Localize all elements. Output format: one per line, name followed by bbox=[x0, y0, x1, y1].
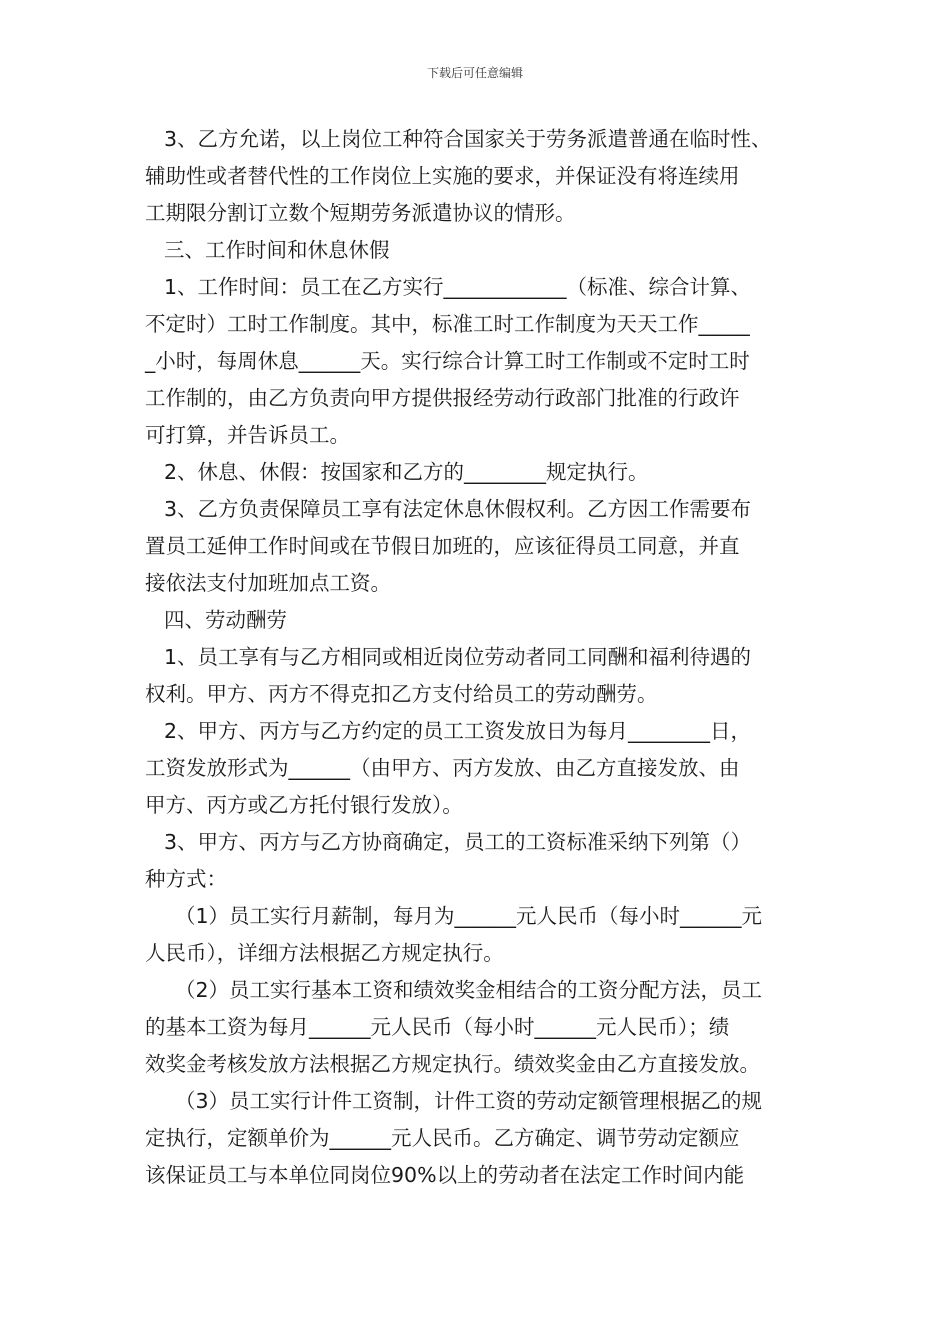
document-line: 2、休息、休假：按国家和乙方的________规定执行。 bbox=[164, 460, 649, 484]
document-line: _小时，每周休息______天。实行综合计算工时工作制或不定时工时 bbox=[145, 349, 750, 373]
document-line: 1、员工享有与乙方相同或相近岗位劳动者同工同酬和福利待遇的 bbox=[164, 645, 752, 669]
document-line: 可打算，并告诉员工。 bbox=[145, 423, 350, 447]
document-line: 3、甲方、丙方与乙方协商确定，员工的工资标准采纳下列第（） bbox=[164, 830, 752, 854]
document-line: 种方式： bbox=[145, 867, 227, 891]
document-line: 接依法支付加班加点工资。 bbox=[145, 571, 391, 595]
document-line: 甲方、丙方或乙方托付银行发放）。 bbox=[145, 793, 463, 817]
document-line: （1）员工实行月薪制，每月为______元人民币（每小时______元 bbox=[175, 904, 763, 928]
document-line: 权利。甲方、丙方不得克扣乙方支付给员工的劳动酬劳。 bbox=[145, 682, 658, 706]
document-line: 工作制的，由乙方负责向甲方提供报经劳动行政部门批准的行政许 bbox=[145, 386, 740, 410]
document-line: 人民币），详细方法根据乙方规定执行。 bbox=[145, 941, 504, 965]
document-line: （2）员工实行基本工资和绩效奖金相结合的工资分配方法，员工 bbox=[175, 978, 763, 1002]
document-line: 工资发放形式为______（由甲方、丙方发放、由乙方直接发放、由 bbox=[145, 756, 740, 780]
page-header: 下载后可任意编辑 bbox=[426, 66, 523, 80]
document-line: 定执行，定额单价为______元人民币。乙方确定、调节劳动定额应 bbox=[145, 1126, 740, 1150]
document-line: 该保证员工与本单位同岗位90%以上的劳动者在法定工作时间内能 bbox=[145, 1163, 745, 1187]
document-line: 工期限分割订立数个短期劳务派遣协议的情形。 bbox=[145, 201, 576, 225]
document-body bbox=[145, 121, 807, 1194]
document-line: 三、工作时间和休息休假 bbox=[164, 238, 390, 262]
document-line: 不定时）工时工作制度。其中，标准工时工作制度为天天工作_____ bbox=[145, 312, 750, 336]
document-line: 3、乙方允诺，以上岗位工种符合国家关于劳务派遣普通在临时性、 bbox=[164, 127, 772, 151]
document-line: 辅助性或者替代性的工作岗位上实施的要求，并保证没有将连续用 bbox=[145, 164, 740, 188]
document-line: 3、乙方负责保障员工享有法定休息休假权利。乙方因工作需要布 bbox=[164, 497, 752, 521]
document-line: 效奖金考核发放方法根据乙方规定执行。绩效奖金由乙方直接发放。 bbox=[145, 1052, 760, 1076]
document-line: 四、劳动酬劳 bbox=[164, 608, 287, 632]
document-line: 置员工延伸工作时间或在节假日加班的，应该征得员工同意，并直 bbox=[145, 534, 740, 558]
document-line: 2、甲方、丙方与乙方约定的员工工资发放日为每月________日， bbox=[164, 719, 752, 743]
document-line: （3）员工实行计件工资制，计件工资的劳动定额管理根据乙的规 bbox=[175, 1089, 763, 1113]
document-line: 的基本工资为每月______元人民币（每小时______元人民币）；绩 bbox=[145, 1015, 730, 1039]
document-line: 1、工作时间：员工在乙方实行____________（标准、综合计算、 bbox=[164, 275, 752, 299]
